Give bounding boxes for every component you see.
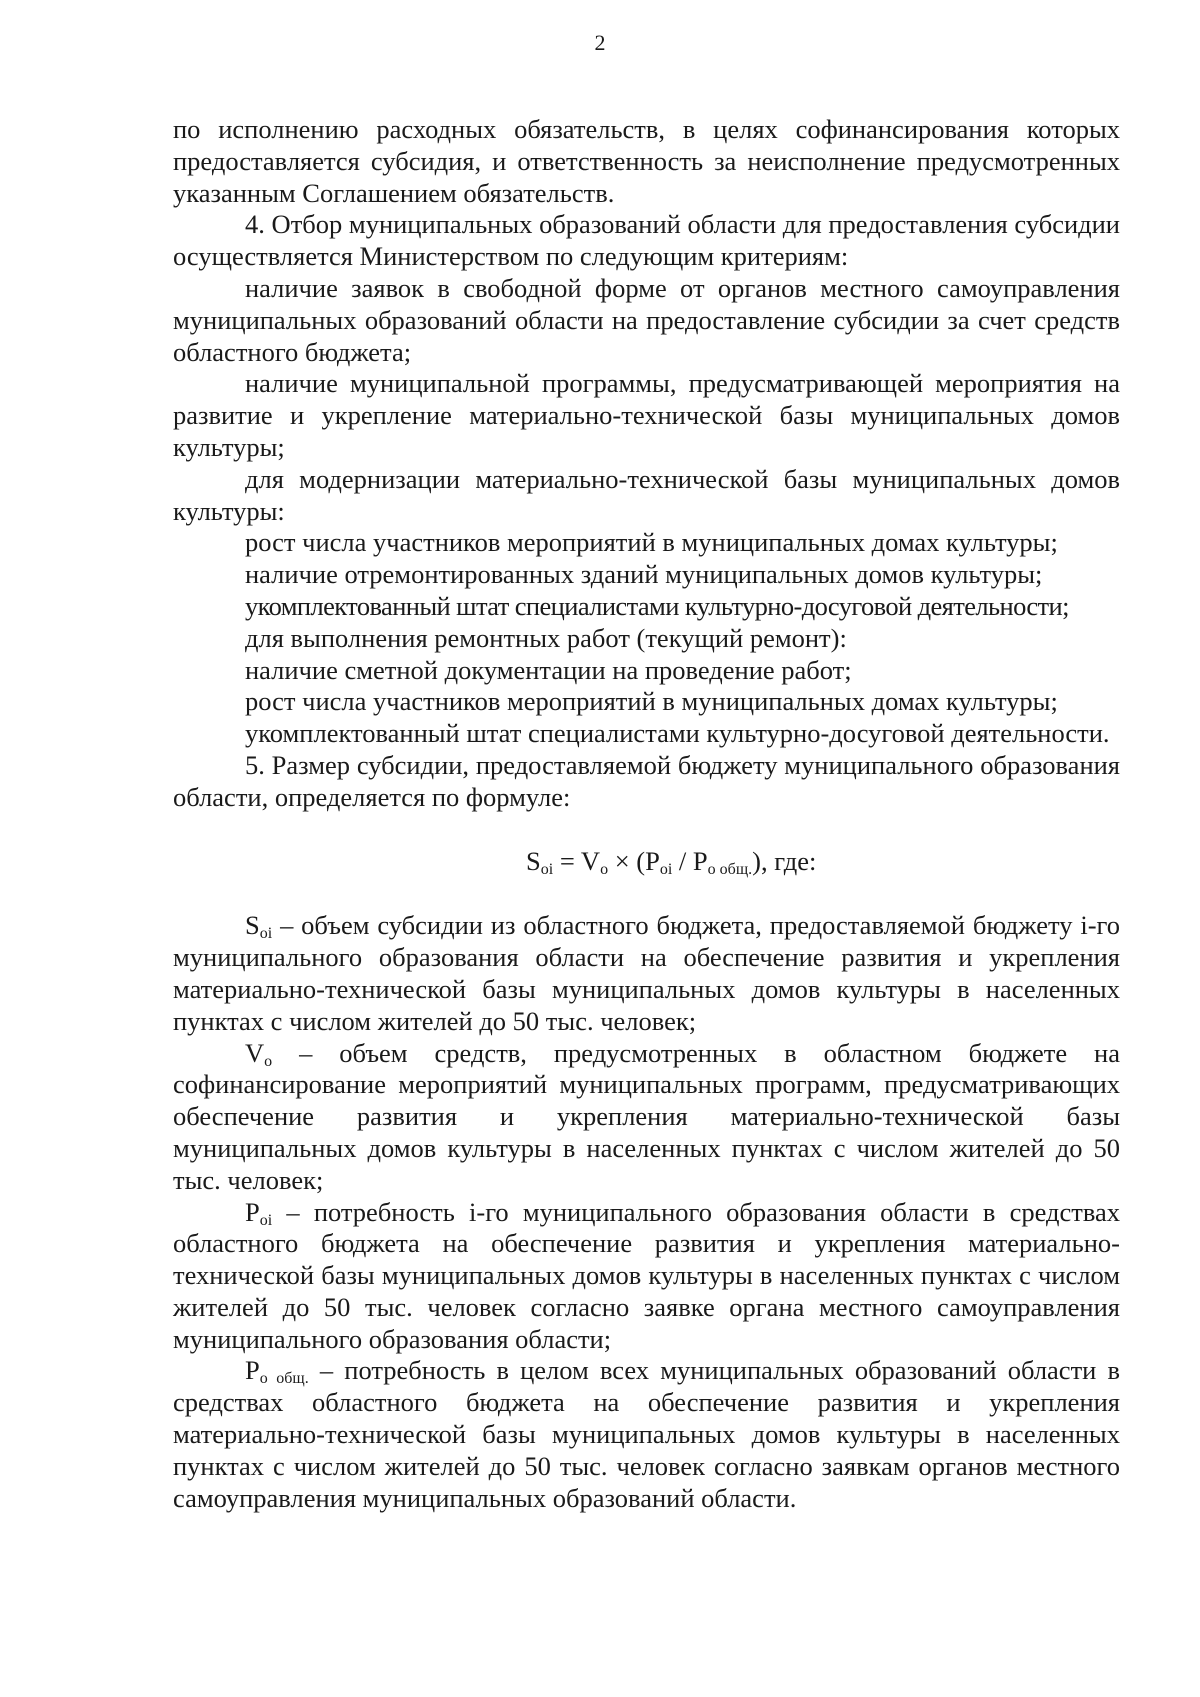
formula-subscript: o (600, 860, 609, 878)
criterion-repaired-buildings: наличие отремонтированных зданий муниципальных домов культуры; (245, 559, 1043, 590)
paragraph-item-5: 5. Размер субсидии, предоставляемой бюджету муниципального образования области, определяется по формуле: (173, 749, 1120, 812)
definition-p-total (173, 1355, 1120, 1514)
formula-times: × ( (608, 845, 646, 876)
formula-subscript: oi (540, 860, 554, 878)
definition-text: – объем средств, предусмотренных в областном бюджете на софинансирование мероприятий муниципальных программ, предусматривающих обеспечение развития и укрепления материально-технической базы муниципальных домов культуры в населенных пунктах с числом жителей до 50 тыс. человек; (173, 1037, 1120, 1195)
definition-symbol: S (245, 910, 260, 941)
definition-s-oi (173, 910, 1120, 1037)
definition-subscript: oi (259, 1211, 273, 1229)
definition-symbol: P (245, 1355, 260, 1386)
document-body (173, 114, 1120, 1514)
definition-text: – объем субсидии из областного бюджета, предоставляемой бюджету i-го муниципального образования области на обеспечение развития и укрепления материально-технической базы муниципальных домов культуры в населенных пунктах с числом жителей до 50 тыс. человек; (173, 910, 1120, 1036)
definition-subscript: o (264, 1052, 273, 1070)
definition-symbol: V (245, 1037, 265, 1068)
criterion-applications: наличие заявок в свободной форме от органов местного самоуправления муниципальных образований области на предоставление субсидии за счет средств областного бюджета; (173, 272, 1120, 367)
criterion-municipal-program: наличие муниципальной программы, предусматривающей мероприятия на развитие и укрепление материально-технической базы муниципальных домов культуры; (173, 368, 1120, 462)
definition-text: – потребность в целом всех муниципальных образований области в средствах областного бюджета на обеспечение развития и укрепления материально-технической базы муниципальных домов культуры в населенных пунктах с числом жителей до 50 тыс. человек согласно заявкам органов местного самоуправления муниципальных образований области. (173, 1355, 1120, 1513)
formula-symbol-v: V (580, 845, 601, 876)
criterion-participants-growth: рост числа участников мероприятий в муниципальных домах культуры; (245, 527, 1058, 558)
formula-equals: = (553, 845, 581, 876)
paragraph-continuation: по исполнению расходных обязательств, в целях софинансирования которых предоставляется субсидия, и ответственность за неисполнение предусмотренных указанным Соглашением обязательств. (173, 114, 1120, 208)
definition-v-o (173, 1038, 1120, 1197)
formula-symbol-p-total: P (692, 845, 708, 876)
formula-tail: ), где: (752, 845, 817, 876)
formula-divide: / (672, 845, 693, 876)
definition-p-oi (173, 1197, 1120, 1356)
definition-subscript: o общ. (259, 1370, 309, 1388)
subsidy-formula (173, 846, 1120, 878)
criterion-modernization-heading: для модернизации материально-технической базы муниципальных домов культуры: (173, 463, 1120, 526)
definition-text: – потребность i-го муниципального образования области в средствах областного бюджета на обеспечение развития и укрепления материально-технической базы муниципальных домов культуры в населенных пунктах с числом жителей до 50 тыс. человек согласно заявке органа местного самоуправления муниципального образования области; (173, 1196, 1120, 1354)
criterion-estimate-docs: наличие сметной документации на проведение работ; (245, 654, 852, 685)
criterion-staff: укомплектованный штат специалистами культурно-досуговой деятельности; (245, 590, 1069, 621)
criterion-repair-heading: для выполнения ремонтных работ (текущий ремонт): (245, 622, 847, 653)
definition-symbol: P (245, 1196, 260, 1227)
paragraph-item-4: 4. Отбор муниципальных образований области для предоставления субсидии осуществляется Министерством по следующим критериям: (173, 209, 1120, 272)
formula-subscript: oi (659, 860, 673, 878)
definition-subscript: oi (259, 925, 273, 943)
criterion-staff-2: укомплектованный штат специалистами культурно-досуговой деятельности. (245, 718, 1110, 749)
page-number: 2 (594, 30, 606, 55)
criterion-participants-growth-2: рост числа участников мероприятий в муниципальных домах культуры; (245, 686, 1058, 717)
formula-symbol-p: P (645, 845, 660, 876)
formula-subscript: o общ. (707, 860, 753, 878)
formula-symbol-s: S (526, 845, 541, 876)
